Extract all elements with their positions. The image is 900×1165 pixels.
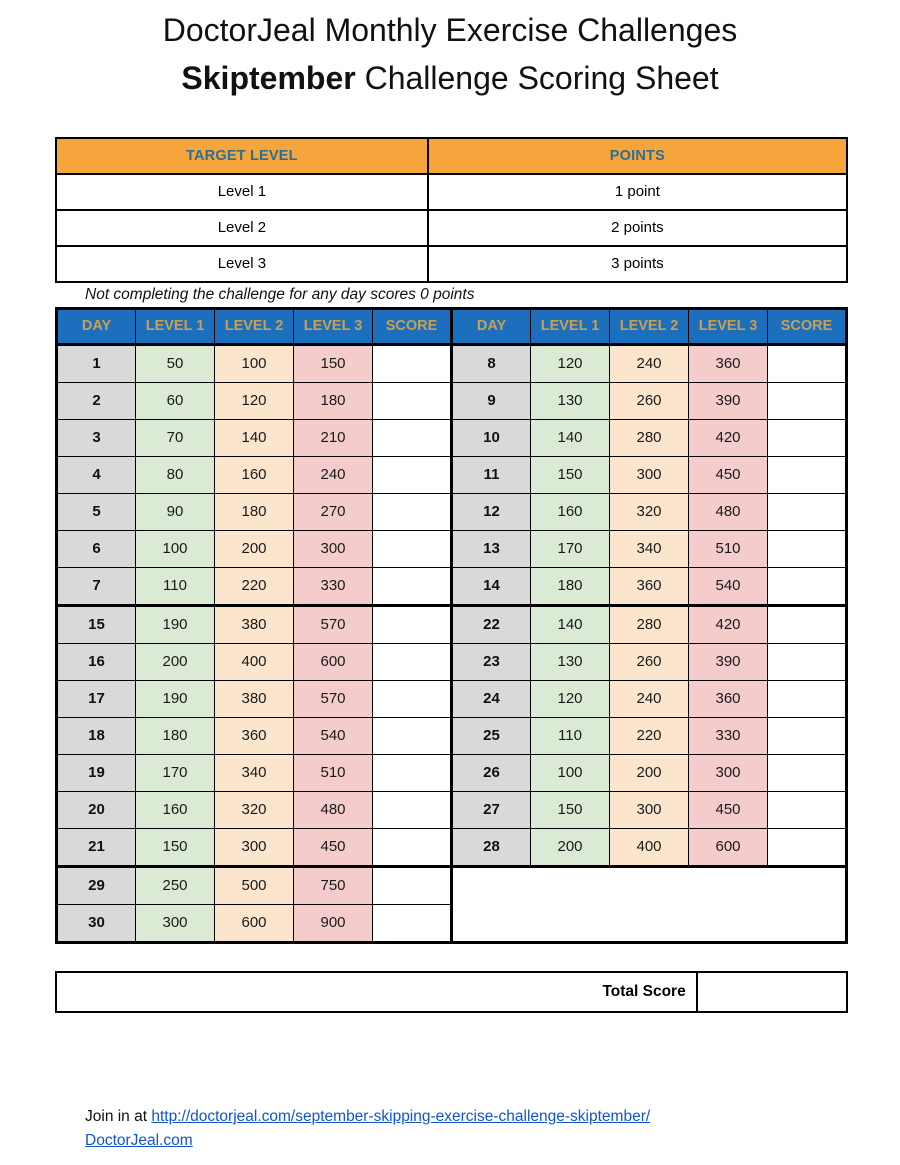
points-header: POINTS (428, 138, 847, 174)
table-row (57, 680, 847, 717)
level2-cell: 320 (610, 493, 689, 530)
day-cell: 12 (452, 493, 531, 530)
table-row (57, 567, 847, 605)
score-cell (768, 680, 847, 717)
daily-score-table (55, 307, 848, 944)
day-cell: 23 (452, 643, 531, 680)
level3-cell: 420 (689, 419, 768, 456)
level2-cell: 220 (215, 567, 294, 605)
level2-cell: 260 (610, 382, 689, 419)
points-cell: 1 point (428, 174, 847, 210)
day-cell: 13 (452, 530, 531, 567)
day-cell: 7 (57, 567, 136, 605)
day-cell: 10 (452, 419, 531, 456)
score-cell (768, 419, 847, 456)
table-row (57, 754, 847, 791)
target-level-header: TARGET LEVEL (56, 138, 428, 174)
level3-cell: 600 (294, 643, 373, 680)
total-score-table (55, 971, 848, 1013)
level2-cell: 380 (215, 605, 294, 643)
level1-cell: 200 (136, 643, 215, 680)
table-row (57, 344, 847, 382)
level1-cell: 150 (136, 828, 215, 866)
table-row (56, 246, 847, 282)
challenge-name: Skiptember (181, 59, 356, 96)
score-cell (373, 530, 452, 567)
level3-cell: 420 (689, 605, 768, 643)
day-cell: 21 (57, 828, 136, 866)
level2-cell: 340 (610, 530, 689, 567)
day-cell: 29 (57, 866, 136, 904)
day-cell: 8 (452, 344, 531, 382)
level2-cell: 320 (215, 791, 294, 828)
level3-cell: 300 (689, 754, 768, 791)
table-row (57, 530, 847, 567)
zero-points-note: Not completing the challenge for any day scores 0 points (85, 285, 475, 303)
level3-cell: 390 (689, 382, 768, 419)
level1-cell: 60 (136, 382, 215, 419)
level1-cell: 160 (136, 791, 215, 828)
score-cell (768, 382, 847, 419)
level1-cell: 90 (136, 493, 215, 530)
score-cell (768, 567, 847, 605)
level3-cell: 540 (689, 567, 768, 605)
day-cell: 28 (452, 828, 531, 866)
level2-cell: 180 (215, 493, 294, 530)
level2-cell: 140 (215, 419, 294, 456)
level3-cell: 750 (294, 866, 373, 904)
level1-cell: 50 (136, 344, 215, 382)
level1-cell: 160 (531, 493, 610, 530)
table-row (57, 643, 847, 680)
day-cell: 24 (452, 680, 531, 717)
column-header: DAY (57, 308, 136, 344)
column-header: LEVEL 2 (215, 308, 294, 344)
score-cell (768, 605, 847, 643)
score-cell (373, 717, 452, 754)
level3-cell: 210 (294, 419, 373, 456)
score-cell (373, 493, 452, 530)
level1-cell: 300 (136, 904, 215, 942)
level1-cell: 100 (531, 754, 610, 791)
level2-cell: 300 (215, 828, 294, 866)
level2-cell: 200 (215, 530, 294, 567)
page-title-line2 (0, 60, 900, 97)
level1-cell: 180 (136, 717, 215, 754)
level1-cell: 190 (136, 605, 215, 643)
score-cell (373, 567, 452, 605)
score-cell (768, 754, 847, 791)
points-cell: 2 points (428, 210, 847, 246)
table-row (57, 866, 847, 904)
level3-cell: 240 (294, 456, 373, 493)
level-cell: Level 3 (56, 246, 428, 282)
level3-cell: 600 (689, 828, 768, 866)
table-row (56, 210, 847, 246)
level2-cell: 220 (610, 717, 689, 754)
level-cell: Level 2 (56, 210, 428, 246)
day-cell: 20 (57, 791, 136, 828)
score-cell (373, 382, 452, 419)
score-cell (373, 456, 452, 493)
day-cell: 2 (57, 382, 136, 419)
level3-cell: 270 (294, 493, 373, 530)
score-cell (768, 643, 847, 680)
level3-cell: 450 (689, 791, 768, 828)
level1-cell: 180 (531, 567, 610, 605)
table-row (57, 717, 847, 754)
footer (85, 1105, 900, 1153)
level2-cell: 100 (215, 344, 294, 382)
level2-cell: 280 (610, 419, 689, 456)
level3-cell: 570 (294, 680, 373, 717)
level3-cell: 330 (294, 567, 373, 605)
table-row (56, 174, 847, 210)
level1-cell: 110 (136, 567, 215, 605)
day-cell: 5 (57, 493, 136, 530)
day-cell: 17 (57, 680, 136, 717)
day-cell: 22 (452, 605, 531, 643)
score-cell (373, 866, 452, 904)
level2-cell: 200 (610, 754, 689, 791)
column-header: LEVEL 3 (294, 308, 373, 344)
total-score-label: Total Score (56, 972, 697, 1012)
score-table-header-row (57, 308, 847, 344)
table-row (57, 605, 847, 643)
table-row (57, 419, 847, 456)
level2-cell: 300 (610, 791, 689, 828)
level2-cell: 600 (215, 904, 294, 942)
day-cell: 3 (57, 419, 136, 456)
level1-cell: 170 (136, 754, 215, 791)
level1-cell: 70 (136, 419, 215, 456)
score-cell (373, 344, 452, 382)
level1-cell: 200 (531, 828, 610, 866)
day-cell: 19 (57, 754, 136, 791)
day-cell: 11 (452, 456, 531, 493)
level1-cell: 140 (531, 605, 610, 643)
score-cell (373, 605, 452, 643)
day-cell: 15 (57, 605, 136, 643)
doctorjeal-site-link[interactable]: DoctorJeal.com (85, 1131, 193, 1149)
level2-cell: 300 (610, 456, 689, 493)
level2-cell: 240 (610, 344, 689, 382)
column-header: DAY (452, 308, 531, 344)
score-cell (373, 791, 452, 828)
level1-cell: 150 (531, 791, 610, 828)
level3-cell: 510 (689, 530, 768, 567)
level3-cell: 480 (689, 493, 768, 530)
day-cell: 26 (452, 754, 531, 791)
level1-cell: 130 (531, 382, 610, 419)
level1-cell: 150 (531, 456, 610, 493)
score-cell (373, 904, 452, 942)
empty-merged-cell (452, 866, 847, 942)
column-header: LEVEL 3 (689, 308, 768, 344)
score-cell (768, 493, 847, 530)
points-table (55, 137, 848, 283)
day-cell: 1 (57, 344, 136, 382)
level2-cell: 400 (215, 643, 294, 680)
level3-cell: 300 (294, 530, 373, 567)
level2-cell: 340 (215, 754, 294, 791)
level1-cell: 100 (136, 530, 215, 567)
score-cell (373, 643, 452, 680)
score-cell (373, 828, 452, 866)
level2-cell: 380 (215, 680, 294, 717)
level3-cell: 480 (294, 791, 373, 828)
level-cell: Level 1 (56, 174, 428, 210)
level3-cell: 360 (689, 344, 768, 382)
column-header: LEVEL 1 (136, 308, 215, 344)
day-cell: 27 (452, 791, 531, 828)
page-title-line2-rest: Challenge Scoring Sheet (355, 59, 719, 96)
points-cell: 3 points (428, 246, 847, 282)
level1-cell: 80 (136, 456, 215, 493)
score-cell (373, 680, 452, 717)
table-row (57, 382, 847, 419)
day-cell: 14 (452, 567, 531, 605)
points-table-header-row (56, 138, 847, 174)
level3-cell: 360 (689, 680, 768, 717)
level2-cell: 280 (610, 605, 689, 643)
level1-cell: 120 (531, 680, 610, 717)
total-score-value-cell (697, 972, 847, 1012)
level3-cell: 570 (294, 605, 373, 643)
score-cell (768, 828, 847, 866)
page-title-line1: DoctorJeal Monthly Exercise Challenges (162, 12, 738, 48)
table-row (57, 493, 847, 530)
column-header: SCORE (768, 308, 847, 344)
level3-cell: 390 (689, 643, 768, 680)
level3-cell: 330 (689, 717, 768, 754)
score-cell (373, 419, 452, 456)
level1-cell: 110 (531, 717, 610, 754)
level3-cell: 540 (294, 717, 373, 754)
day-cell: 16 (57, 643, 136, 680)
level2-cell: 120 (215, 382, 294, 419)
level2-cell: 360 (610, 567, 689, 605)
level1-cell: 120 (531, 344, 610, 382)
day-cell: 18 (57, 717, 136, 754)
column-header: LEVEL 1 (531, 308, 610, 344)
score-cell (768, 717, 847, 754)
score-cell (373, 754, 452, 791)
level3-cell: 180 (294, 382, 373, 419)
level1-cell: 170 (531, 530, 610, 567)
day-cell: 30 (57, 904, 136, 942)
level3-cell: 900 (294, 904, 373, 942)
level3-cell: 150 (294, 344, 373, 382)
day-cell: 9 (452, 382, 531, 419)
day-cell: 6 (57, 530, 136, 567)
day-cell: 4 (57, 456, 136, 493)
level1-cell: 250 (136, 866, 215, 904)
column-header: LEVEL 2 (610, 308, 689, 344)
score-cell (768, 456, 847, 493)
table-row (57, 828, 847, 866)
level1-cell: 140 (531, 419, 610, 456)
column-header: SCORE (373, 308, 452, 344)
level2-cell: 360 (215, 717, 294, 754)
join-in-text: Join in at (85, 1107, 152, 1125)
level2-cell: 400 (610, 828, 689, 866)
level1-cell: 190 (136, 680, 215, 717)
total-score-row (56, 972, 847, 1012)
level2-cell: 260 (610, 643, 689, 680)
score-cell (768, 344, 847, 382)
score-cell (768, 791, 847, 828)
level2-cell: 160 (215, 456, 294, 493)
day-cell: 25 (452, 717, 531, 754)
level3-cell: 450 (689, 456, 768, 493)
level2-cell: 500 (215, 866, 294, 904)
table-row (57, 791, 847, 828)
score-cell (768, 530, 847, 567)
challenge-page-link[interactable]: http://doctorjeal.com/september-skipping-exercise-challenge-skiptember/ (151, 1107, 651, 1125)
level3-cell: 510 (294, 754, 373, 791)
table-row (57, 456, 847, 493)
level1-cell: 130 (531, 643, 610, 680)
main-table-body (57, 344, 847, 942)
level2-cell: 240 (610, 680, 689, 717)
level3-cell: 450 (294, 828, 373, 866)
